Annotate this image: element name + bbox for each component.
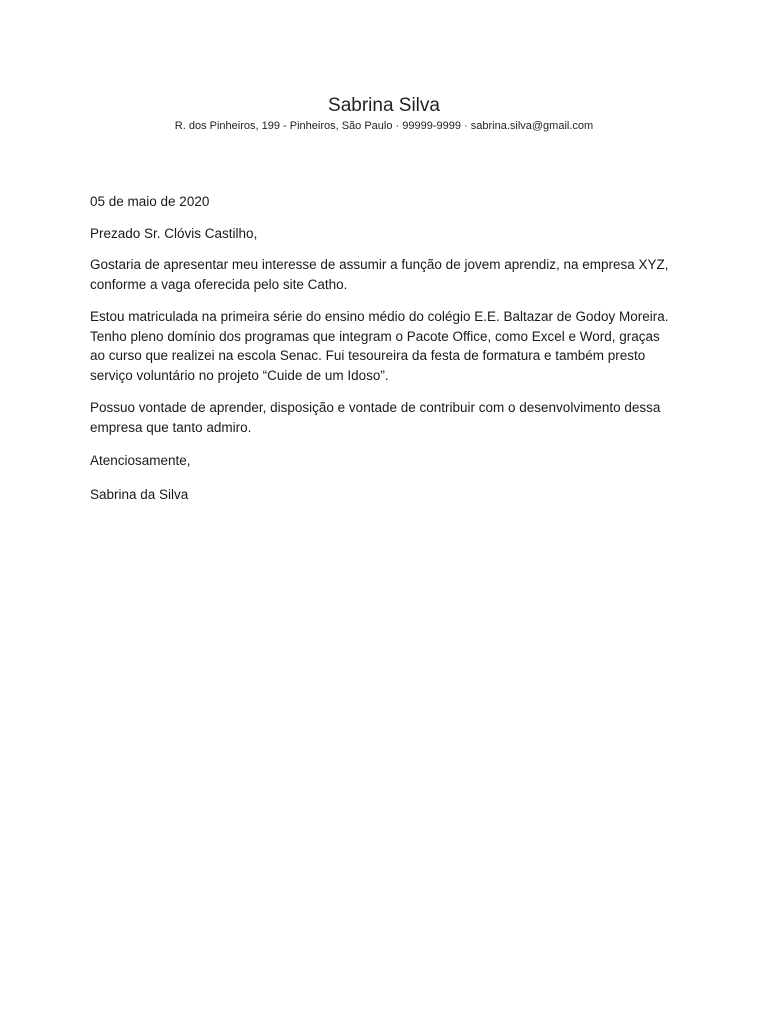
letter-signature: Sabrina da Silva bbox=[90, 486, 189, 502]
sender-contact-line: R. dos Pinheiros, 199 - Pinheiros, São Paulo · 99999-9999 · sabrina.silva@gmail.com bbox=[174, 120, 594, 132]
letter-body bbox=[90, 192, 690, 504]
letter-paragraph-motivation: Possuo vontade de aprender, disposição e vontade de contribuir com o desenvolvimento dessa empresa que tanto admiro. bbox=[90, 400, 661, 435]
letter-closing: Atenciosamente, bbox=[90, 453, 191, 468]
letter-greeting: Prezado Sr. Clóvis Castilho, bbox=[90, 225, 258, 241]
letter-paragraph-qualifications: Estou matriculada na primeira série do ensino médio do colégio E.E. Baltazar de Godoy Moreira. Tenho pleno domínio dos programas que integram o Pacote Office, como Excel e Word, graças ao curso que realizei na escola Senac. Fui tesoureira da festa de formatura e também presto serviço voluntário no projeto “Cuide de um Idoso”. bbox=[90, 309, 669, 383]
letter-date: 05 de maio de 2020 bbox=[90, 194, 210, 209]
letter-paragraph-interest: Gostaria de apresentar meu interesse de assumir a função de jovem aprendiz, na empresa XYZ, conforme a vaga oferecida pelo site Catho. bbox=[90, 257, 669, 292]
sender-name: Sabrina Silva bbox=[328, 95, 440, 116]
